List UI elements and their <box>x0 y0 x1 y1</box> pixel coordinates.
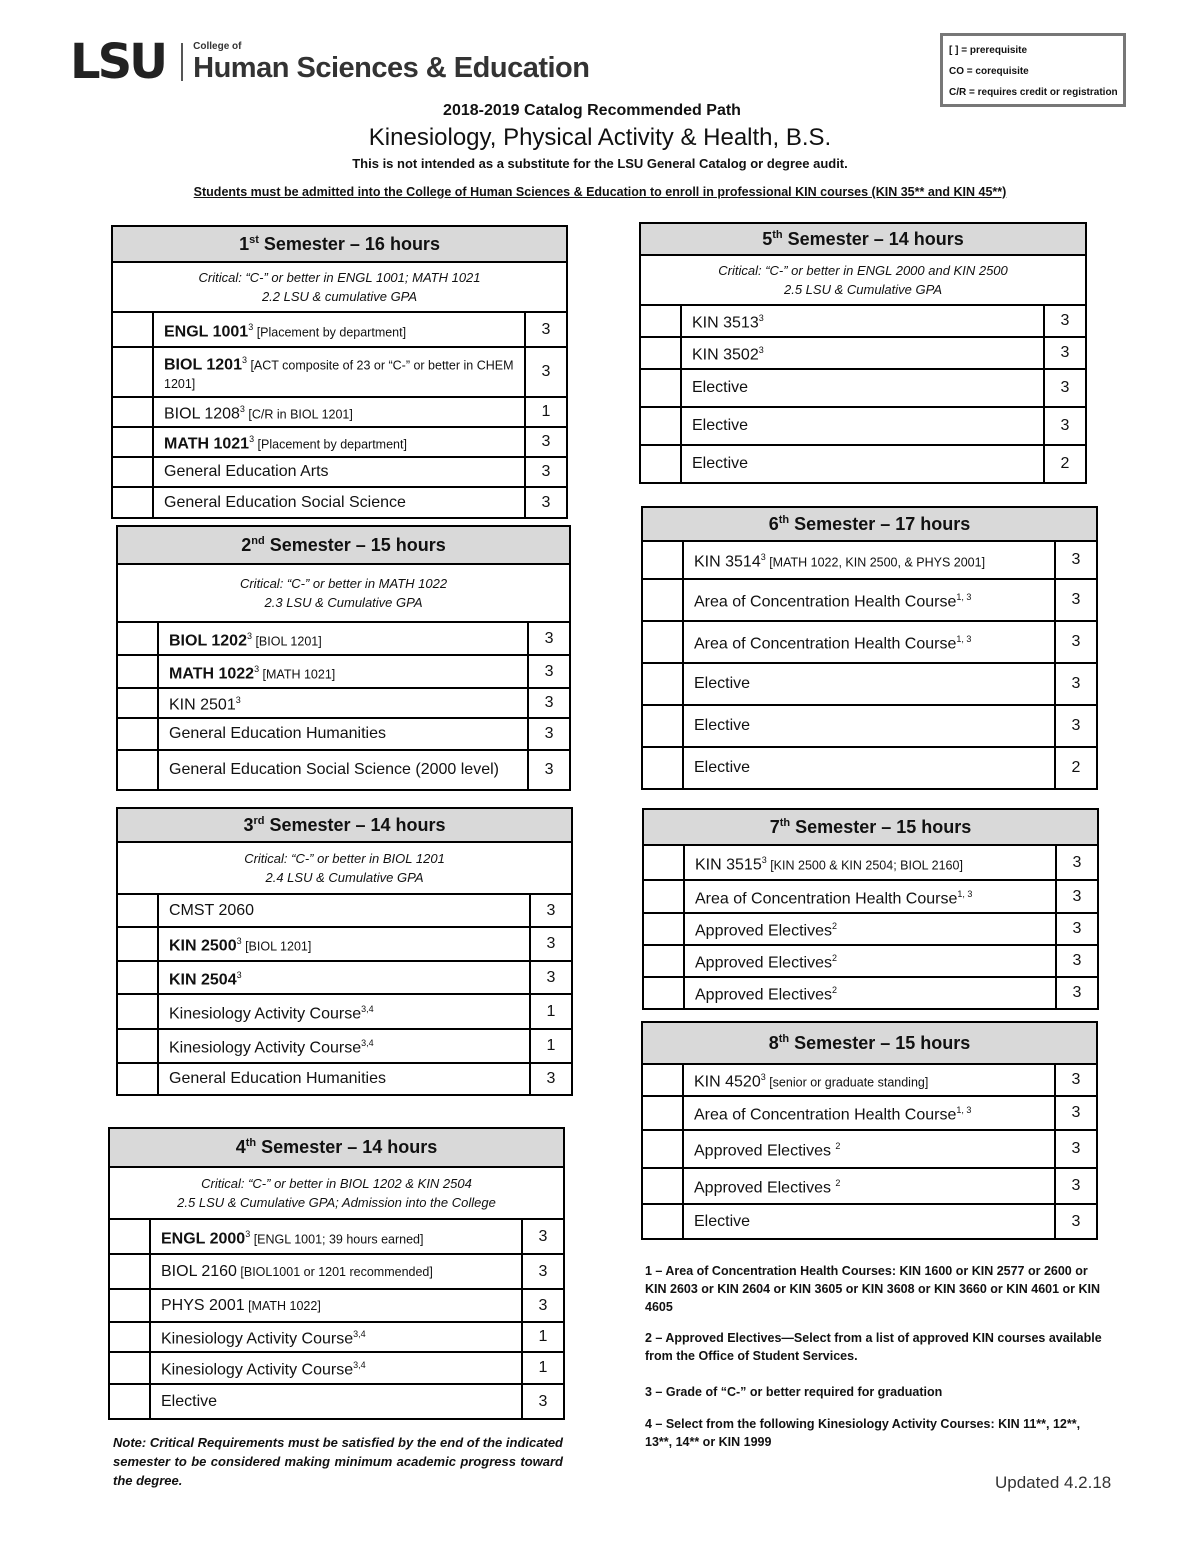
course-name: BIOL 1202$^3$ [BIOL 1201] <box>158 622 528 655</box>
course-name: General Education Humanities <box>158 718 528 750</box>
course-row <box>117 750 570 790</box>
course-name: KIN 2501$^3$ <box>158 688 528 718</box>
course-name: MATH 1022$^3$ [MATH 1021] <box>158 655 528 688</box>
legend-corequisite: CO = corequisite <box>949 66 1029 77</box>
logo-lsu-wordmark: LSU <box>70 34 166 90</box>
semester-title: 5th Semester – 14 hours <box>640 223 1086 255</box>
course-name: General Education Social Science <box>153 487 525 518</box>
course-row <box>109 1219 564 1254</box>
course-row <box>642 705 1097 747</box>
completion-checkbox[interactable] <box>117 894 158 927</box>
course-row <box>117 927 572 961</box>
course-name: PHYS 2001 [MATH 1022] <box>150 1289 522 1322</box>
course-row <box>112 312 567 347</box>
course-name: KIN 3515$^3$ [KIN 2500 & KIN 2504; BIOL 2160] <box>684 845 1056 880</box>
admission-note: Students must be admitted into the College of Human Sciences & Education to enroll in professional KIN courses (KIN 35** and KIN 45**) <box>193 185 1007 199</box>
course-row <box>109 1322 564 1352</box>
course-name: Elective <box>683 747 1055 789</box>
footnote-4: 4 – Select from the following Kinesiology Activity Courses: KIN 11**, 12**, 13**, 14** or KIN 1999 <box>645 1417 1081 1449</box>
course-name: Kinesiology Activity Course$^{3,4}$ <box>158 994 530 1029</box>
course-hours: 2 <box>1044 445 1086 483</box>
completion-checkbox[interactable] <box>117 622 158 655</box>
course-hours: 3 <box>522 1384 564 1419</box>
completion-checkbox[interactable] <box>642 705 683 747</box>
completion-checkbox[interactable] <box>642 1064 683 1096</box>
course-hours: 1 <box>522 1322 564 1352</box>
course-hours: 1 <box>522 1352 564 1384</box>
course-row <box>117 1029 572 1063</box>
completion-checkbox[interactable] <box>640 445 681 483</box>
course-row <box>642 663 1097 705</box>
course-row <box>643 945 1098 977</box>
semester-title: 3rd Semester – 14 hours <box>117 808 572 842</box>
course-name: Approved Electives$^2$ <box>684 945 1056 977</box>
course-hours: 3 <box>1055 1130 1097 1168</box>
semester-6-table <box>641 506 1098 790</box>
course-hours: 3 <box>525 347 567 397</box>
course-row <box>640 305 1086 337</box>
completion-checkbox[interactable] <box>640 337 681 369</box>
course-hours: 3 <box>1044 407 1086 445</box>
course-name: ENGL 1001$^3$ [Placement by department] <box>153 312 525 347</box>
lsu-logo <box>70 34 590 90</box>
course-name: Kinesiology Activity Course$^{3,4}$ <box>158 1029 530 1063</box>
course-row <box>117 961 572 994</box>
critical-requirements: Critical: “C-” or better in BIOL 1202 & KIN 2504 2.5 LSU & Cumulative GPA; Admission into the College <box>109 1167 564 1219</box>
completion-checkbox[interactable] <box>642 1096 683 1130</box>
course-hours: 3 <box>528 622 570 655</box>
course-row <box>643 977 1098 1009</box>
semester-title: 6th Semester – 17 hours <box>642 507 1097 541</box>
completion-checkbox[interactable] <box>642 1130 683 1168</box>
course-name: Approved Electives $^2$ <box>683 1168 1055 1204</box>
course-hours: 3 <box>528 718 570 750</box>
course-name: Area of Concentration Health Course$^{1, 3}$ <box>684 880 1056 913</box>
completion-checkbox[interactable] <box>109 1219 150 1254</box>
course-name: Approved Electives $^2$ <box>683 1130 1055 1168</box>
course-hours: 3 <box>525 427 567 457</box>
completion-checkbox[interactable] <box>117 655 158 688</box>
course-name: Approved Electives$^2$ <box>684 913 1056 945</box>
completion-checkbox[interactable] <box>643 845 684 880</box>
completion-checkbox[interactable] <box>643 945 684 977</box>
course-row <box>642 541 1097 579</box>
completion-checkbox[interactable] <box>640 305 681 337</box>
completion-checkbox[interactable] <box>642 1204 683 1239</box>
semester-4-table <box>108 1127 565 1420</box>
updated-date: Updated 4.2.18 <box>995 1473 1112 1492</box>
critical-requirements: Critical: “C-” or better in BIOL 1201 2.4 LSU & Cumulative GPA <box>117 842 572 894</box>
course-row <box>640 337 1086 369</box>
course-row <box>642 1096 1097 1130</box>
course-name: Area of Concentration Health Course$^{1, 3}$ <box>683 579 1055 621</box>
course-name: Elective <box>683 1204 1055 1239</box>
critical-requirements: Critical: “C-” or better in MATH 1022 2.3 LSU & Cumulative GPA <box>117 564 570 622</box>
course-hours: 3 <box>1056 845 1098 880</box>
completion-checkbox[interactable] <box>642 541 683 579</box>
course-name: CMST 2060 <box>158 894 530 927</box>
completion-checkbox[interactable] <box>642 579 683 621</box>
completion-checkbox[interactable] <box>642 747 683 789</box>
course-hours: 3 <box>1056 945 1098 977</box>
completion-checkbox[interactable] <box>109 1352 150 1384</box>
course-hours: 3 <box>530 927 572 961</box>
logo-divider <box>181 43 183 81</box>
footnote-3: 3 – Grade of “C-” or better required for graduation <box>645 1385 943 1399</box>
completion-checkbox[interactable] <box>117 750 158 790</box>
course-name: Area of Concentration Health Course$^{1, 3}$ <box>683 1096 1055 1130</box>
course-row <box>642 621 1097 663</box>
course-row <box>642 1130 1097 1168</box>
course-name: Elective <box>683 705 1055 747</box>
logo-college-name: Human Sciences & Education <box>193 51 590 84</box>
course-name: Area of Concentration Health Course$^{1, 3}$ <box>683 621 1055 663</box>
course-row <box>642 579 1097 621</box>
completion-checkbox[interactable] <box>117 994 158 1029</box>
course-name: Elective <box>681 407 1044 445</box>
course-name: Approved Electives$^2$ <box>684 977 1056 1009</box>
course-hours: 3 <box>525 312 567 347</box>
critical-note: Note: Critical Requirements must be satisfied by the end of the indicated semester to be considered making minimum academic progress toward the degree. <box>113 1435 563 1488</box>
completion-checkbox[interactable] <box>642 621 683 663</box>
course-row <box>642 1168 1097 1204</box>
course-hours: 3 <box>1044 369 1086 407</box>
critical-requirements: Critical: “C-” or better in ENGL 2000 and KIN 2500 2.5 LSU & Cumulative GPA <box>640 255 1086 305</box>
legend-credit-registration: C/R = requires credit or registration <box>949 87 1118 98</box>
course-row <box>109 1352 564 1384</box>
course-hours: 1 <box>530 1029 572 1063</box>
course-row <box>643 913 1098 945</box>
course-name: Elective <box>681 445 1044 483</box>
semester-5-table <box>639 222 1087 484</box>
completion-checkbox[interactable] <box>109 1254 150 1289</box>
course-hours: 3 <box>530 1063 572 1095</box>
completion-checkbox[interactable] <box>643 880 684 913</box>
course-name: KIN 3513$^3$ <box>681 305 1044 337</box>
catalog-title: 2018-2019 Catalog Recommended Path <box>443 102 741 119</box>
completion-checkbox[interactable] <box>117 1029 158 1063</box>
course-name: Kinesiology Activity Course$^{3,4}$ <box>150 1352 522 1384</box>
completion-checkbox[interactable] <box>640 407 681 445</box>
footnote-1: 1 – Area of Concentration Health Courses: KIN 1600 or KIN 2577 or 2600 or KIN 2603 or KIN 2604 or KIN 3605 or KIN 3608 or KIN 3660 or KIN 4601 or KIN 4605 <box>645 1264 1101 1314</box>
course-row <box>642 1064 1097 1096</box>
course-row <box>640 445 1086 483</box>
legend-prerequisite: [ ] = prerequisite <box>949 45 1028 56</box>
course-name: KIN 4520$^3$ [senior or graduate standing] <box>683 1064 1055 1096</box>
completion-checkbox[interactable] <box>112 457 153 487</box>
course-hours: 3 <box>525 457 567 487</box>
course-hours: 3 <box>522 1289 564 1322</box>
course-hours: 3 <box>522 1219 564 1254</box>
completion-checkbox[interactable] <box>117 927 158 961</box>
course-hours: 3 <box>528 688 570 718</box>
course-hours: 3 <box>1056 977 1098 1009</box>
completion-checkbox[interactable] <box>117 961 158 994</box>
course-hours: 3 <box>1055 705 1097 747</box>
completion-checkbox[interactable] <box>112 347 153 397</box>
semester-7-table <box>642 808 1099 1010</box>
completion-checkbox[interactable] <box>109 1289 150 1322</box>
course-hours: 3 <box>530 961 572 994</box>
course-row <box>112 397 567 427</box>
course-row <box>117 622 570 655</box>
program-title: Kinesiology, Physical Activity & Health, B.S. <box>368 124 832 151</box>
course-row <box>117 994 572 1029</box>
course-name: Elective <box>683 663 1055 705</box>
course-name: General Education Humanities <box>158 1063 530 1095</box>
completion-checkbox[interactable] <box>642 663 683 705</box>
course-row <box>109 1384 564 1419</box>
course-name: KIN 3502$^3$ <box>681 337 1044 369</box>
course-row <box>643 845 1098 880</box>
course-hours: 3 <box>1055 579 1097 621</box>
course-hours: 3 <box>1055 1204 1097 1239</box>
completion-checkbox[interactable] <box>112 397 153 427</box>
course-name: Kinesiology Activity Course$^{3,4}$ <box>150 1322 522 1352</box>
course-row <box>112 347 567 397</box>
completion-checkbox[interactable] <box>109 1384 150 1419</box>
course-name: Elective <box>150 1384 522 1419</box>
course-hours: 1 <box>525 397 567 427</box>
course-name: BIOL 1201$^3$ [ACT composite of 23 or “C-” or better in CHEM 1201] <box>153 347 525 397</box>
course-hours: 3 <box>528 655 570 688</box>
course-hours: 3 <box>1055 541 1097 579</box>
course-hours: 3 <box>530 894 572 927</box>
semester-title: 2nd Semester – 15 hours <box>117 526 570 564</box>
course-hours: 3 <box>1056 880 1098 913</box>
course-hours: 3 <box>522 1254 564 1289</box>
course-row <box>642 1204 1097 1239</box>
completion-checkbox[interactable] <box>642 1168 683 1204</box>
course-name: MATH 1021$^3$ [Placement by department] <box>153 427 525 457</box>
course-row <box>109 1289 564 1322</box>
course-row <box>112 487 567 518</box>
completion-checkbox[interactable] <box>117 718 158 750</box>
course-name: General Education Arts <box>153 457 525 487</box>
completion-checkbox[interactable] <box>117 1063 158 1095</box>
course-hours: 1 <box>530 994 572 1029</box>
course-hours: 3 <box>1055 663 1097 705</box>
course-name: KIN 2500$^3$ [BIOL 1201] <box>158 927 530 961</box>
course-row <box>112 457 567 487</box>
logo-college-of: College of <box>193 40 242 52</box>
course-row <box>117 1063 572 1095</box>
completion-checkbox[interactable] <box>112 427 153 457</box>
semester-1-table <box>111 225 568 519</box>
course-row <box>117 894 572 927</box>
course-row <box>117 655 570 688</box>
course-name: BIOL 2160 [BIOL1001 or 1201 recommended] <box>150 1254 522 1289</box>
course-hours: 3 <box>1055 621 1097 663</box>
semester-title: 1st Semester – 16 hours <box>112 226 567 262</box>
course-name: BIOL 1208$^3$ [C/R in BIOL 1201] <box>153 397 525 427</box>
course-name: KIN 3514$^3$ [MATH 1022, KIN 2500, & PHYS 2001] <box>683 541 1055 579</box>
footnote-2: 2 – Approved Electives—Select from a list of approved KIN courses available from the Office of Student Services. <box>645 1331 1102 1363</box>
course-hours: 3 <box>528 750 570 790</box>
critical-requirements: Critical: “C-” or better in ENGL 1001; MATH 1021 2.2 LSU & cumulative GPA <box>112 262 567 312</box>
course-name: Elective <box>681 369 1044 407</box>
course-row <box>117 688 570 718</box>
course-hours: 2 <box>1055 747 1097 789</box>
semester-title: 7th Semester – 15 hours <box>643 809 1098 845</box>
completion-checkbox[interactable] <box>643 913 684 945</box>
semester-title: 8th Semester – 15 hours <box>642 1022 1097 1064</box>
semester-2-table <box>116 525 571 791</box>
semester-title: 4th Semester – 14 hours <box>109 1128 564 1167</box>
course-row <box>640 407 1086 445</box>
course-hours: 3 <box>1044 305 1086 337</box>
course-hours: 3 <box>1055 1096 1097 1130</box>
course-name: KIN 2504$^3$ <box>158 961 530 994</box>
legend-box <box>940 33 1126 107</box>
course-row <box>109 1254 564 1289</box>
course-name: General Education Social Science (2000 level) <box>158 750 528 790</box>
course-hours: 3 <box>1055 1064 1097 1096</box>
course-hours: 3 <box>1056 913 1098 945</box>
course-row <box>112 427 567 457</box>
completion-checkbox[interactable] <box>643 977 684 1009</box>
course-hours: 3 <box>525 487 567 518</box>
course-row <box>640 369 1086 407</box>
completion-checkbox[interactable] <box>117 688 158 718</box>
completion-checkbox[interactable] <box>640 369 681 407</box>
course-hours: 3 <box>1044 337 1086 369</box>
course-row <box>117 718 570 750</box>
completion-checkbox[interactable] <box>109 1322 150 1352</box>
course-row <box>643 880 1098 913</box>
course-row <box>642 747 1097 789</box>
semester-3-table <box>116 807 573 1096</box>
course-hours: 3 <box>1055 1168 1097 1204</box>
disclaimer: This is not intended as a substitute for the LSU General Catalog or degree audit. <box>352 156 848 171</box>
course-name: ENGL 2000$^3$ [ENGL 1001; 39 hours earned] <box>150 1219 522 1254</box>
completion-checkbox[interactable] <box>112 487 153 518</box>
completion-checkbox[interactable] <box>112 312 153 347</box>
semester-8-table <box>641 1021 1098 1240</box>
